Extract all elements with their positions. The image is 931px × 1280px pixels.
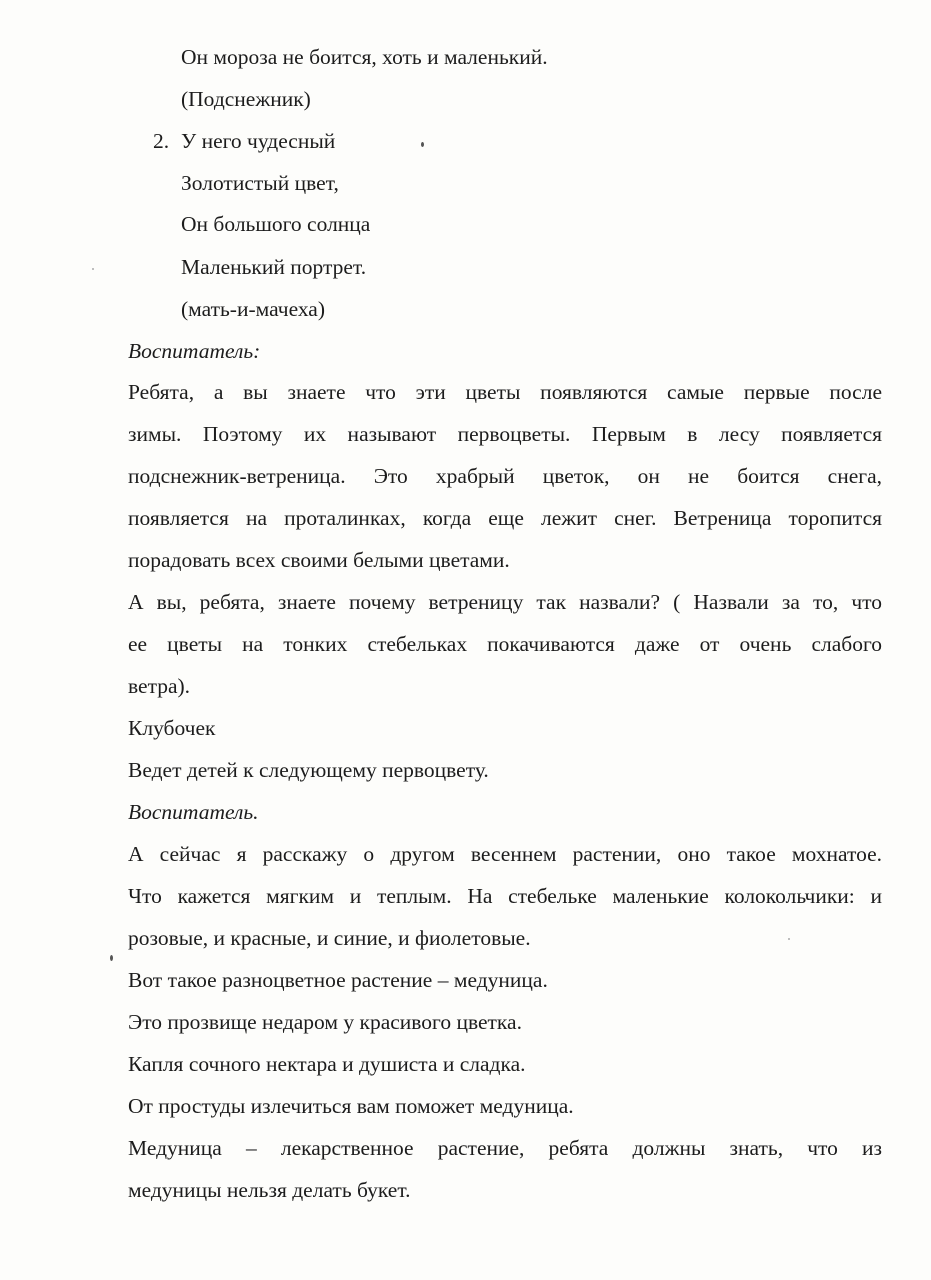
paragraph-line: зимы. Поэтому их называют первоцветы. Первым в лесу появляется bbox=[128, 422, 882, 446]
paragraph-line: Медуница – лекарственное растение, ребята должны знать, что из bbox=[128, 1136, 882, 1160]
paragraph-line: подснежник-ветреница. Это храбрый цветок, он не боится снега, bbox=[128, 464, 882, 488]
poem-line: Маленький портрет. bbox=[181, 255, 367, 279]
speaker-label: Воспитатель: bbox=[128, 339, 261, 363]
paragraph-line: Ведет детей к следующему первоцвету. bbox=[128, 758, 489, 782]
paragraph-line: ее цветы на тонких стебельках покачиваются даже от очень слабого bbox=[128, 632, 882, 656]
poem-line: Он большого солнца bbox=[181, 212, 371, 236]
list-number: 2. bbox=[153, 129, 170, 153]
scan-speck bbox=[92, 268, 94, 270]
paragraph-line: Клубочек bbox=[128, 716, 216, 740]
paragraph-line: Ребята, а вы знаете что эти цветы появляются самые первые после bbox=[128, 380, 882, 404]
scan-speck bbox=[421, 142, 424, 147]
poem-line: У него чудесный bbox=[181, 129, 336, 153]
paragraph-line: появляется на проталинках, когда еще лежит снег. Ветреница торопится bbox=[128, 506, 882, 530]
scan-speck bbox=[110, 955, 113, 961]
paragraph-line: А вы, ребята, знаете почему ветреницу так назвали? ( Назвали за то, что bbox=[128, 590, 882, 614]
speaker-label: Воспитатель. bbox=[128, 800, 259, 824]
poem-line: Золотистый цвет, bbox=[181, 171, 339, 195]
paragraph-line: Капля сочного нектара и душиста и сладка. bbox=[128, 1052, 526, 1076]
poem-line: Он мороза не боится, хоть и маленький. bbox=[181, 45, 548, 69]
riddle-answer: (мать-и-мачеха) bbox=[181, 297, 326, 321]
paragraph-line: Это прозвище недаром у красивого цветка. bbox=[128, 1010, 522, 1034]
riddle-answer: (Подснежник) bbox=[181, 87, 311, 111]
paragraph-line: ветра). bbox=[128, 674, 191, 698]
paragraph-line: Что кажется мягким и теплым. На стебельке маленькие колокольчики: и bbox=[128, 884, 882, 908]
paragraph-line: Вот такое разноцветное растение – медуница. bbox=[128, 968, 548, 992]
paragraph-line: От простуды излечиться вам поможет медуница. bbox=[128, 1094, 574, 1118]
scan-speck bbox=[788, 938, 790, 940]
paragraph-line: розовые, и красные, и синие, и фиолетовые. bbox=[128, 926, 531, 950]
paragraph-line: медуницы нельзя делать букет. bbox=[128, 1178, 411, 1202]
paragraph-line: А сейчас я расскажу о другом весеннем растении, оно такое мохнатое. bbox=[128, 842, 882, 866]
paragraph-line: порадовать всех своими белыми цветами. bbox=[128, 548, 510, 572]
